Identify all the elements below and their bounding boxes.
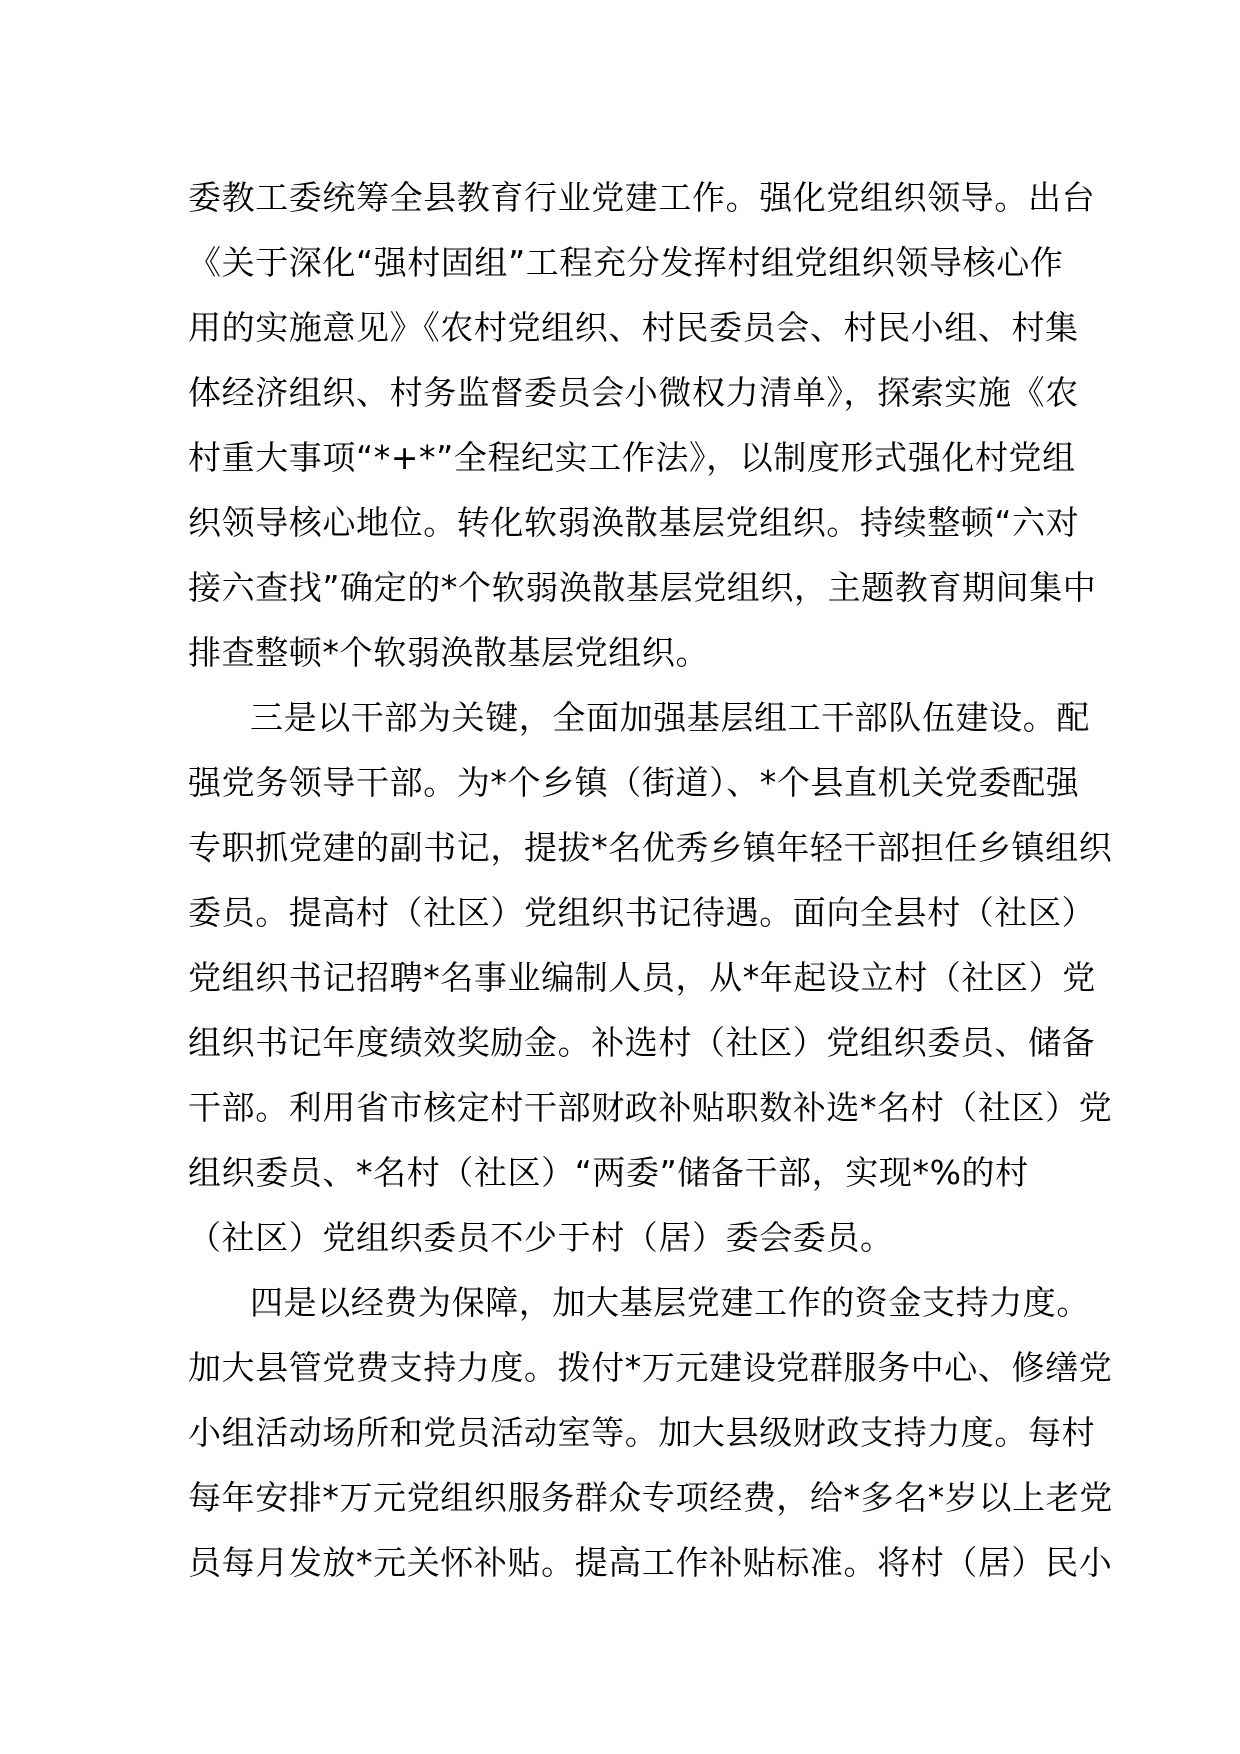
text-line: 《关于深化“强村固组”工程充分发挥村组党组织领导核心作	[188, 243, 1064, 282]
text-line: （社区）党组织委员不少于村（居）委会委员。	[188, 1218, 894, 1257]
document-body	[188, 165, 1113, 1595]
text-line: 排查整顿*个软弱涣散基层党组织。	[188, 633, 710, 672]
text-line: 组织委员、*名村（社区）“两委”储备干部，实现*%的村	[188, 1153, 1029, 1192]
text-line: 加大县管党费支持力度。拨付*万元建设党群服务中心、修缮党	[188, 1348, 1113, 1387]
text-line: 每年安排*万元党组织服务群众专项经费，给*多名*岁以上老党	[188, 1478, 1113, 1517]
text-line: 专职抓党建的副书记，提拔*名优秀乡镇年轻干部担任乡镇组织	[188, 828, 1113, 867]
paragraph-first-line: 四是以经费为保障，加大基层党建工作的资金支持力度。	[250, 1283, 1090, 1322]
text-line: 员每月发放*元关怀补贴。提高工作补贴标准。将村（居）民小	[188, 1543, 1113, 1582]
text-line: 村重大事项“*+*”全程纪实工作法》，以制度形式强化村党组	[188, 438, 1076, 477]
text-line: 委员。提高村（社区）党组织书记待遇。面向全县村（社区）	[188, 893, 1096, 932]
text-line: 织领导核心地位。转化软弱涣散基层党组织。持续整顿“六对	[188, 503, 1080, 542]
text-line: 委教工委统筹全县教育行业党建工作。强化党组织领导。出台	[188, 178, 1096, 217]
text-line: 体经济组织、村务监督委员会小微权力清单》，探索实施《农	[188, 373, 1079, 412]
text-line: 干部。利用省市核定村干部财政补贴职数补选*名村（社区）党	[188, 1088, 1113, 1127]
text-line: 党组织书记招聘*名事业编制人员，从*年起设立村（社区）党	[188, 958, 1096, 997]
text-line: 接六查找”确定的*个软弱涣散基层党组织，主题教育期间集中	[188, 568, 1097, 607]
text-line: 强党务领导干部。为*个乡镇（街道）、*个县直机关党委配强	[188, 763, 1080, 802]
text-line: 组织书记年度绩效奖励金。补选村（社区）党组织委员、储备	[188, 1023, 1096, 1062]
paragraph-first-line: 三是以干部为关键，全面加强基层组工干部队伍建设。配	[250, 698, 1090, 737]
text-line: 用的实施意见》《农村党组织、村民委员会、村民小组、村集	[188, 308, 1079, 347]
text-line: 小组活动场所和党员活动室等。加大县级财政支持力度。每村	[188, 1413, 1096, 1452]
